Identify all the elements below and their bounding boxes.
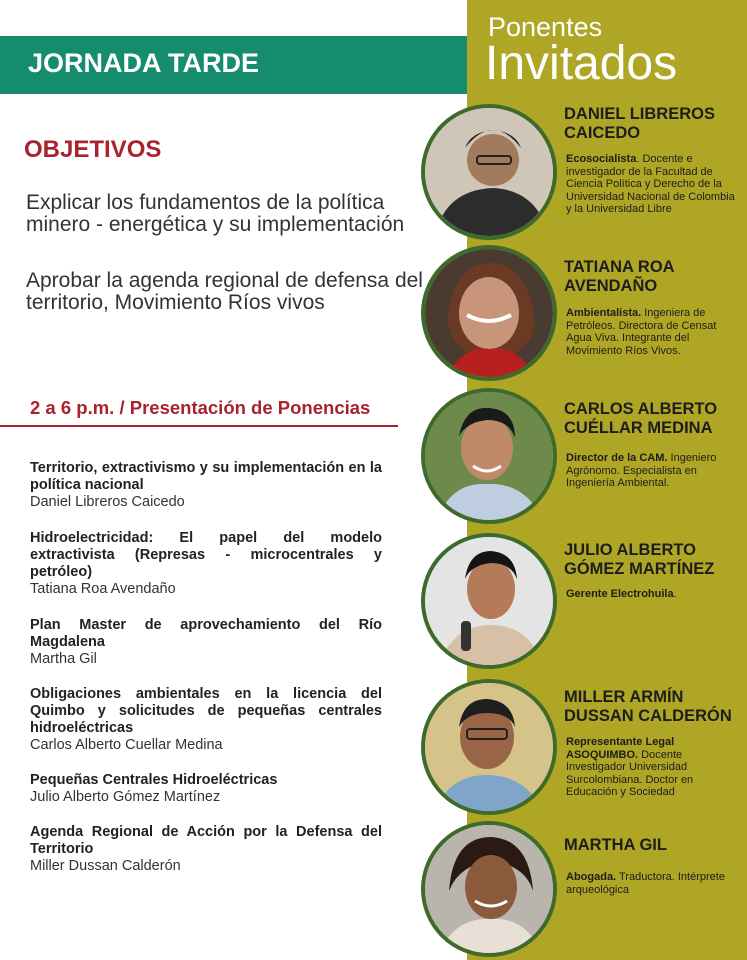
panel-title-invitados: Invitados xyxy=(485,37,678,90)
portrait-placeholder-icon xyxy=(425,108,553,236)
talk-title: Hidroelectricidad: El papel del modelo extractivista (Represas - microcentrales y petróleo) xyxy=(30,530,382,580)
speaker-description: Ambientalista. Ingeniera de Petróleos. Directora de Censat Agua Viva. Integrante del Movimiento Ríos Vivos. xyxy=(566,307,717,357)
speaker-name: JULIO ALBERTO GÓMEZ MARTÍNEZ xyxy=(564,541,715,578)
speaker-description: Representante Legal ASOQUIMBO. Docente Investigador Universidad Surcolombiana. Doctor en Educación y Sociedad xyxy=(566,736,694,798)
talk-title: Plan Master de aprovechamiento del Río Magdalena xyxy=(30,617,382,650)
talk-title: Agenda Regional de Acción por la Defensa del Territorio xyxy=(30,824,382,857)
speaker-photo xyxy=(421,245,557,381)
speaker-photo xyxy=(421,104,557,240)
talk-speaker: Martha Gil xyxy=(30,651,97,667)
speaker-name: DANIEL LIBREROS CAICEDO xyxy=(564,105,715,142)
talk-speaker: Tatiana Roa Avendaño xyxy=(30,581,176,597)
talk-title: Pequeñas Centrales Hidroeléctricas xyxy=(30,772,278,788)
talk-item xyxy=(30,772,382,806)
jornada-banner xyxy=(0,36,467,94)
speaker-name: CARLOS ALBERTO CUÉLLAR MEDINA xyxy=(564,400,718,437)
speaker-photo xyxy=(421,388,557,524)
portrait-placeholder-icon xyxy=(425,537,553,665)
objective-item: Aprobar la agenda regional de defensa del territorio, Movimiento Ríos vivos xyxy=(26,269,423,314)
objective-item: Explicar los fundamentos de la política minero - energética y su implementación xyxy=(26,191,405,236)
objectives-heading: OBJETIVOS xyxy=(24,136,162,163)
speaker-name: MARTHA GIL xyxy=(564,836,667,854)
portrait-placeholder-icon xyxy=(425,249,553,377)
talk-title: Territorio, extractivismo y su implementación en la política nacional xyxy=(30,460,382,493)
talk-item xyxy=(30,530,382,598)
speaker-description: Abogada. Traductora. Intérprete arqueológica xyxy=(566,871,725,896)
speaker-name: MILLER ARMÍN DUSSAN CALDERÓN xyxy=(564,688,732,725)
speaker-photo xyxy=(421,679,557,815)
schedule-heading: 2 a 6 p.m. / Presentación de Ponencias xyxy=(30,397,371,418)
talk-item xyxy=(30,460,382,511)
talk-item xyxy=(30,686,382,754)
talk-speaker: Carlos Alberto Cuellar Medina xyxy=(30,737,223,753)
panel-title-ponentes: Ponentes xyxy=(488,12,603,42)
talk-speaker: Miller Dussan Calderón xyxy=(30,858,181,874)
portrait-placeholder-icon xyxy=(425,392,553,520)
speaker-photo xyxy=(421,533,557,669)
portrait-placeholder-icon xyxy=(425,683,553,811)
portrait-placeholder-icon xyxy=(425,825,553,953)
speaker-description: Gerente Electrohuila. xyxy=(566,588,677,600)
speaker-name: TATIANA ROA AVENDAÑO xyxy=(564,258,675,295)
talk-speaker: Julio Alberto Gómez Martínez xyxy=(30,789,221,805)
speaker-photo xyxy=(421,821,557,957)
speaker-description: Director de la CAM. Ingeniero Agrónomo. Especialista en Ingeniería Ambiental. xyxy=(566,452,717,489)
talk-speaker: Daniel Libreros Caicedo xyxy=(30,494,185,510)
speaker-description: Ecosocialista. Docente e investigador de la Facultad de Ciencia Política y Derecho de la Universidad Nacional de Colombia y la Universidad Libre xyxy=(566,153,735,215)
talk-item xyxy=(30,824,382,875)
schedule-divider xyxy=(0,425,398,427)
jornada-title: JORNADA TARDE xyxy=(28,48,260,78)
talk-title: Obligaciones ambientales en la licencia del Quimbo y solicitudes de pequeñas centrales hidroeléctricas xyxy=(30,686,382,736)
talk-item xyxy=(30,617,382,668)
